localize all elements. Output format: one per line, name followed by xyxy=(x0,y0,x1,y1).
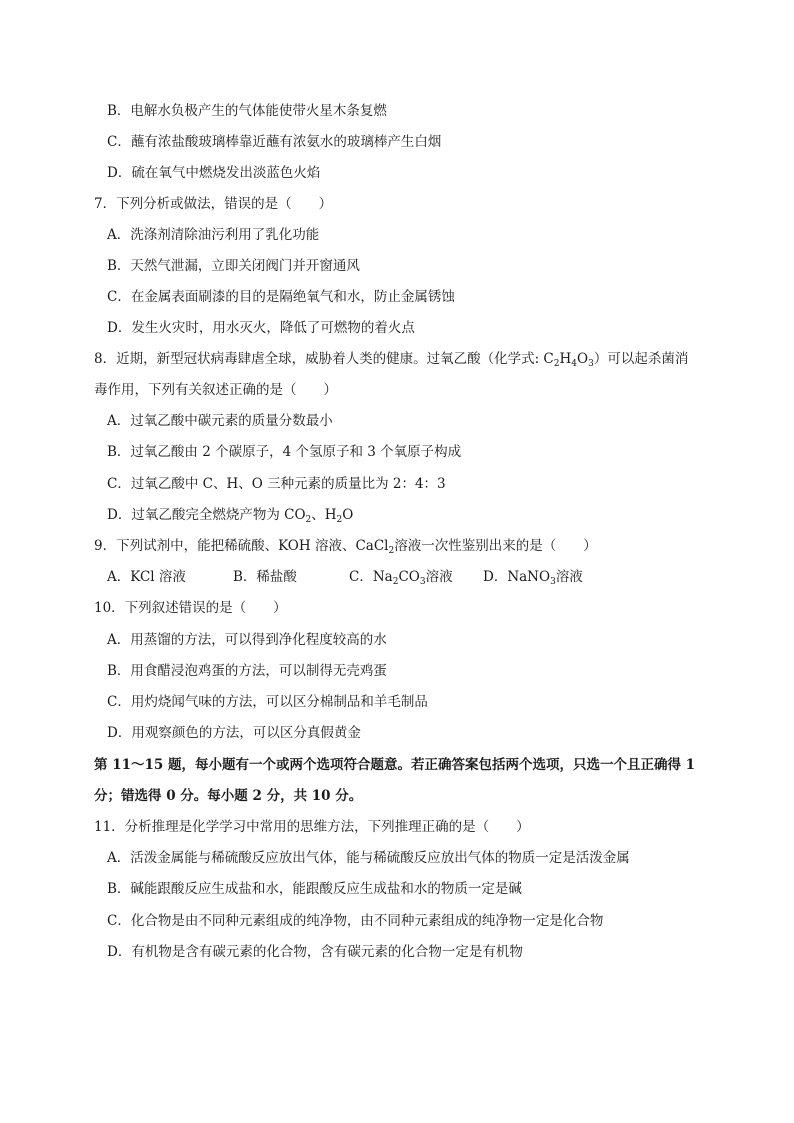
q10-stem: 10．下列叙述错误的是（ ） xyxy=(94,600,287,616)
q10-option-a: A．用蒸馏的方法，可以得到净化程度较高的水 xyxy=(107,632,387,648)
q6-option-c: C．蘸有浓盐酸玻璃棒靠近蘸有浓氨水的玻璃棒产生白烟 xyxy=(107,134,442,150)
q11-option-b: B．碱能跟酸反应生成盐和水，能跟酸反应生成盐和水的物质一定是碱 xyxy=(107,881,522,897)
section-instruction-line1: 第 11～15 题，每小题有一个或两个选项符合题意。若正确答案包括两个选项，只选一个且正确得 1 xyxy=(94,757,696,773)
q8-option-c: C．过氧乙酸中 C、H、O 三种元素的质量比为 2：4：3 xyxy=(107,476,446,492)
q9-option-d: D．NaNO$_3$溶液 xyxy=(483,569,583,587)
q9-option-b: B．稀盐酸 xyxy=(233,569,297,585)
q7-option-d: D．发生火灾时，用水灭火，降低了可燃物的着火点 xyxy=(107,320,415,336)
q7-option-b: B．天然气泄漏，立即关闭阀门并开窗通风 xyxy=(107,258,360,274)
q7-option-a: A．洗涤剂清除油污利用了乳化功能 xyxy=(107,227,320,243)
q8-option-a: A．过氧乙酸中碳元素的质量分数最小 xyxy=(107,413,333,429)
q8-stem-line1: 8．近期，新型冠状病毒肆虐全球，威胁着人类的健康。过氧乙酸（化学式: $C_2H_4O_3$）可以起杀菌消 xyxy=(94,351,689,369)
q6-option-b: B．电解水负极产生的气体能使带火星木条复燃 xyxy=(107,103,387,119)
q11-stem: 11．分析推理是化学学习中常用的思维方法，下列推理正确的是（ ） xyxy=(94,819,530,835)
q8-option-b: B．过氧乙酸由 2 个碳原子，4 个氢原子和 3 个氧原子构成 xyxy=(107,444,462,460)
q9-option-c: C．$Na_2CO_3$溶液 xyxy=(349,569,453,587)
q11-option-c: C．化合物是由不同种元素组成的纯净物，由不同种元素组成的纯净物一定是化合物 xyxy=(107,913,604,929)
q7-option-c: C．在金属表面刷漆的目的是隔绝氧气和水，防止金属锈蚀 xyxy=(107,289,455,305)
q9-option-a: A．KCl 溶液 xyxy=(107,569,186,585)
q9-stem: 9．下列试剂中，能把稀硫酸、KOH 溶液、CaCl$_2$溶液一次性鉴别出来的是（ ） xyxy=(94,538,597,556)
q8-stem-line2: 毒作用，下列有关叙述正确的是（ ） xyxy=(94,382,337,398)
q11-option-d: D．有机物是含有碳元素的化合物，含有碳元素的化合物一定是有机物 xyxy=(107,944,523,960)
q9-options xyxy=(107,567,583,587)
q8-option-d: D．过氧乙酸完全燃烧产物为 $CO_2$、$H_2O$ xyxy=(107,507,354,525)
section-instruction-line2: 分；错选得 0 分。每小题 2 分，共 10 分。 xyxy=(94,788,363,804)
q10-option-d: D．用观察颜色的方法，可以区分真假黄金 xyxy=(107,725,361,741)
q11-option-a: A．活泼金属能与稀硫酸反应放出气体，能与稀硫酸反应放出气体的物质一定是活泼金属 xyxy=(107,850,630,866)
q6-option-d: D．硫在氧气中燃烧发出淡蓝色火焰 xyxy=(107,165,321,181)
q10-option-c: C．用灼烧闻气味的方法，可以区分棉制品和羊毛制品 xyxy=(107,694,428,710)
q10-option-b: B．用食醋浸泡鸡蛋的方法，可以制得无壳鸡蛋 xyxy=(107,663,387,679)
q7-stem: 7．下列分析或做法，错误的是（ ） xyxy=(94,196,333,212)
